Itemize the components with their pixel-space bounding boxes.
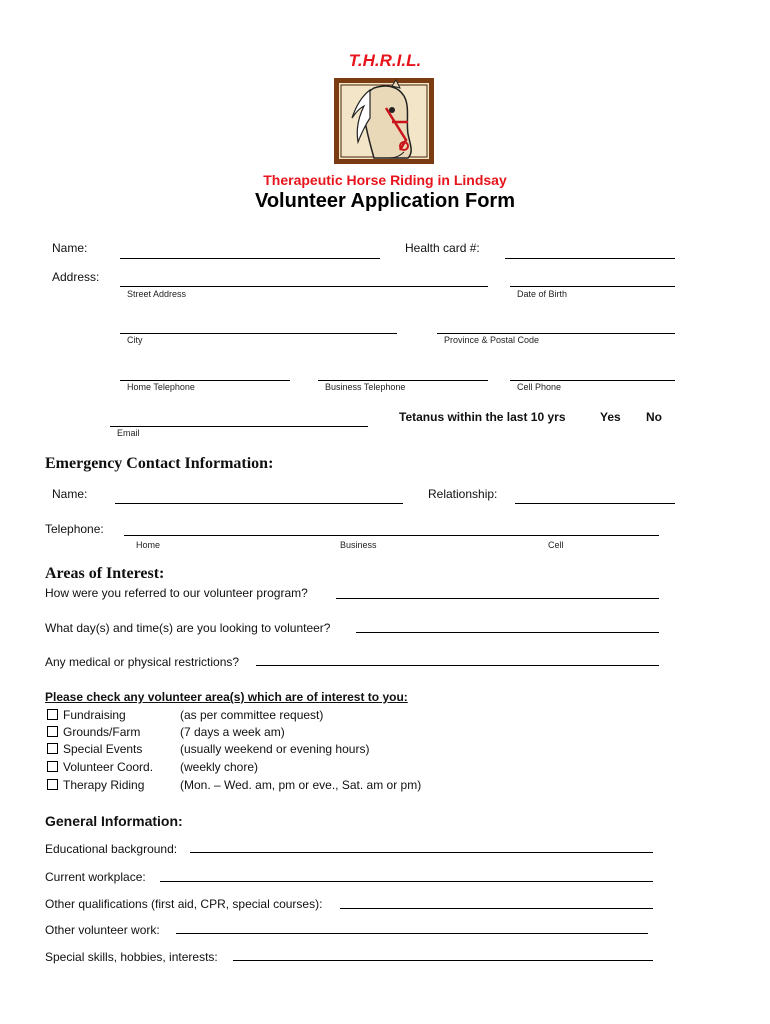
date-of-birth-caption: Date of Birth — [517, 289, 568, 299]
area-checkbox-special-events[interactable] — [47, 743, 142, 755]
checkbox-icon — [47, 709, 58, 720]
area-label: Volunteer Coord. — [63, 760, 154, 774]
cell-phone-caption: Cell Phone — [517, 382, 562, 392]
areas-heading: Areas of Interest: — [45, 565, 165, 582]
area-label: Grounds/Farm — [63, 725, 141, 739]
street-address-caption: Street Address — [127, 289, 187, 299]
city-field[interactable] — [120, 317, 397, 334]
cell-phone-field[interactable] — [510, 364, 675, 381]
tetanus-no-option[interactable]: No — [646, 410, 662, 424]
checkbox-icon — [47, 779, 58, 790]
emergency-telephone-label: Telephone: — [45, 522, 104, 536]
organization-subtitle: Therapeutic Horse Riding in Lindsay — [263, 172, 507, 188]
province-postal-caption: Province & Postal Code — [444, 335, 540, 345]
area-checkbox-grounds-farm[interactable] — [47, 726, 140, 738]
area-label: Therapy Riding — [63, 778, 145, 792]
emergency-business-caption: Business — [340, 540, 377, 550]
address-label: Address: — [52, 270, 100, 284]
tetanus-label: Tetanus within the last 10 yrs — [399, 410, 566, 424]
other-work-field[interactable] — [176, 917, 648, 934]
email-field[interactable] — [110, 410, 368, 427]
emergency-home-caption: Home — [136, 540, 161, 550]
relationship-field[interactable] — [515, 487, 675, 504]
check-areas-heading: Please check any volunteer area(s) which are of interest to you: — [45, 690, 408, 704]
org-acronym: T.H.R.I.L. — [348, 51, 422, 70]
medical-question: Any medical or physical restrictions? — [45, 655, 240, 669]
medical-field[interactable] — [256, 649, 659, 666]
general-heading: General Information: — [45, 813, 183, 829]
emergency-heading: Emergency Contact Information: — [45, 455, 274, 472]
emergency-telephone-field[interactable] — [124, 519, 659, 536]
qualifications-label: Other qualifications (first aid, CPR, special courses): — [45, 897, 323, 911]
tetanus-yes-option[interactable]: Yes — [600, 410, 621, 424]
province-postal-field[interactable] — [437, 317, 675, 334]
horse-logo — [334, 78, 434, 164]
home-telephone-field[interactable] — [120, 364, 290, 381]
emergency-name-field[interactable] — [115, 487, 403, 504]
days-field[interactable] — [356, 616, 659, 633]
area-note: (weekly chore) — [180, 760, 259, 774]
area-checkbox-volunteer-coord[interactable] — [47, 761, 153, 773]
workplace-field[interactable] — [160, 865, 653, 882]
qualifications-field[interactable] — [340, 892, 653, 909]
home-telephone-caption: Home Telephone — [127, 382, 195, 392]
checkbox-icon — [47, 761, 58, 772]
name-field[interactable] — [120, 242, 380, 259]
area-note: (7 days a week am) — [180, 725, 285, 739]
business-telephone-field[interactable] — [318, 364, 488, 381]
referred-question: How were you referred to our volunteer program? — [45, 586, 308, 600]
skills-label: Special skills, hobbies, interests: — [45, 950, 218, 964]
email-caption: Email — [117, 428, 140, 438]
workplace-label: Current workplace: — [45, 870, 146, 884]
other-work-label: Other volunteer work: — [45, 923, 160, 937]
education-field[interactable] — [190, 836, 653, 853]
checkbox-icon — [47, 726, 58, 737]
area-note: (Mon. – Wed. am, pm or eve., Sat. am or pm) — [180, 778, 422, 792]
street-address-field[interactable] — [120, 270, 488, 287]
area-note: (as per committee request) — [180, 708, 324, 722]
business-telephone-caption: Business Telephone — [325, 382, 406, 392]
name-label: Name: — [52, 241, 88, 255]
education-label: Educational background: — [45, 842, 178, 856]
area-note: (usually weekend or evening hours) — [180, 742, 370, 756]
area-label: Special Events — [63, 742, 143, 756]
checkbox-icon — [47, 743, 58, 754]
area-label: Fundraising — [63, 708, 126, 722]
area-checkbox-fundraising[interactable] — [47, 709, 126, 721]
emergency-cell-caption: Cell — [548, 540, 564, 550]
relationship-label: Relationship: — [428, 487, 498, 501]
page-title: Volunteer Application Form — [254, 190, 515, 212]
health-card-label: Health card #: — [405, 241, 480, 255]
days-question: What day(s) and time(s) are you looking to volunteer? — [45, 621, 331, 635]
date-of-birth-field[interactable] — [510, 270, 675, 287]
area-checkbox-therapy-riding[interactable] — [47, 779, 144, 791]
emergency-name-label: Name: — [52, 487, 88, 501]
health-card-field[interactable] — [505, 242, 675, 259]
city-caption: City — [127, 335, 143, 345]
referred-field[interactable] — [336, 582, 659, 599]
skills-field[interactable] — [233, 944, 653, 961]
